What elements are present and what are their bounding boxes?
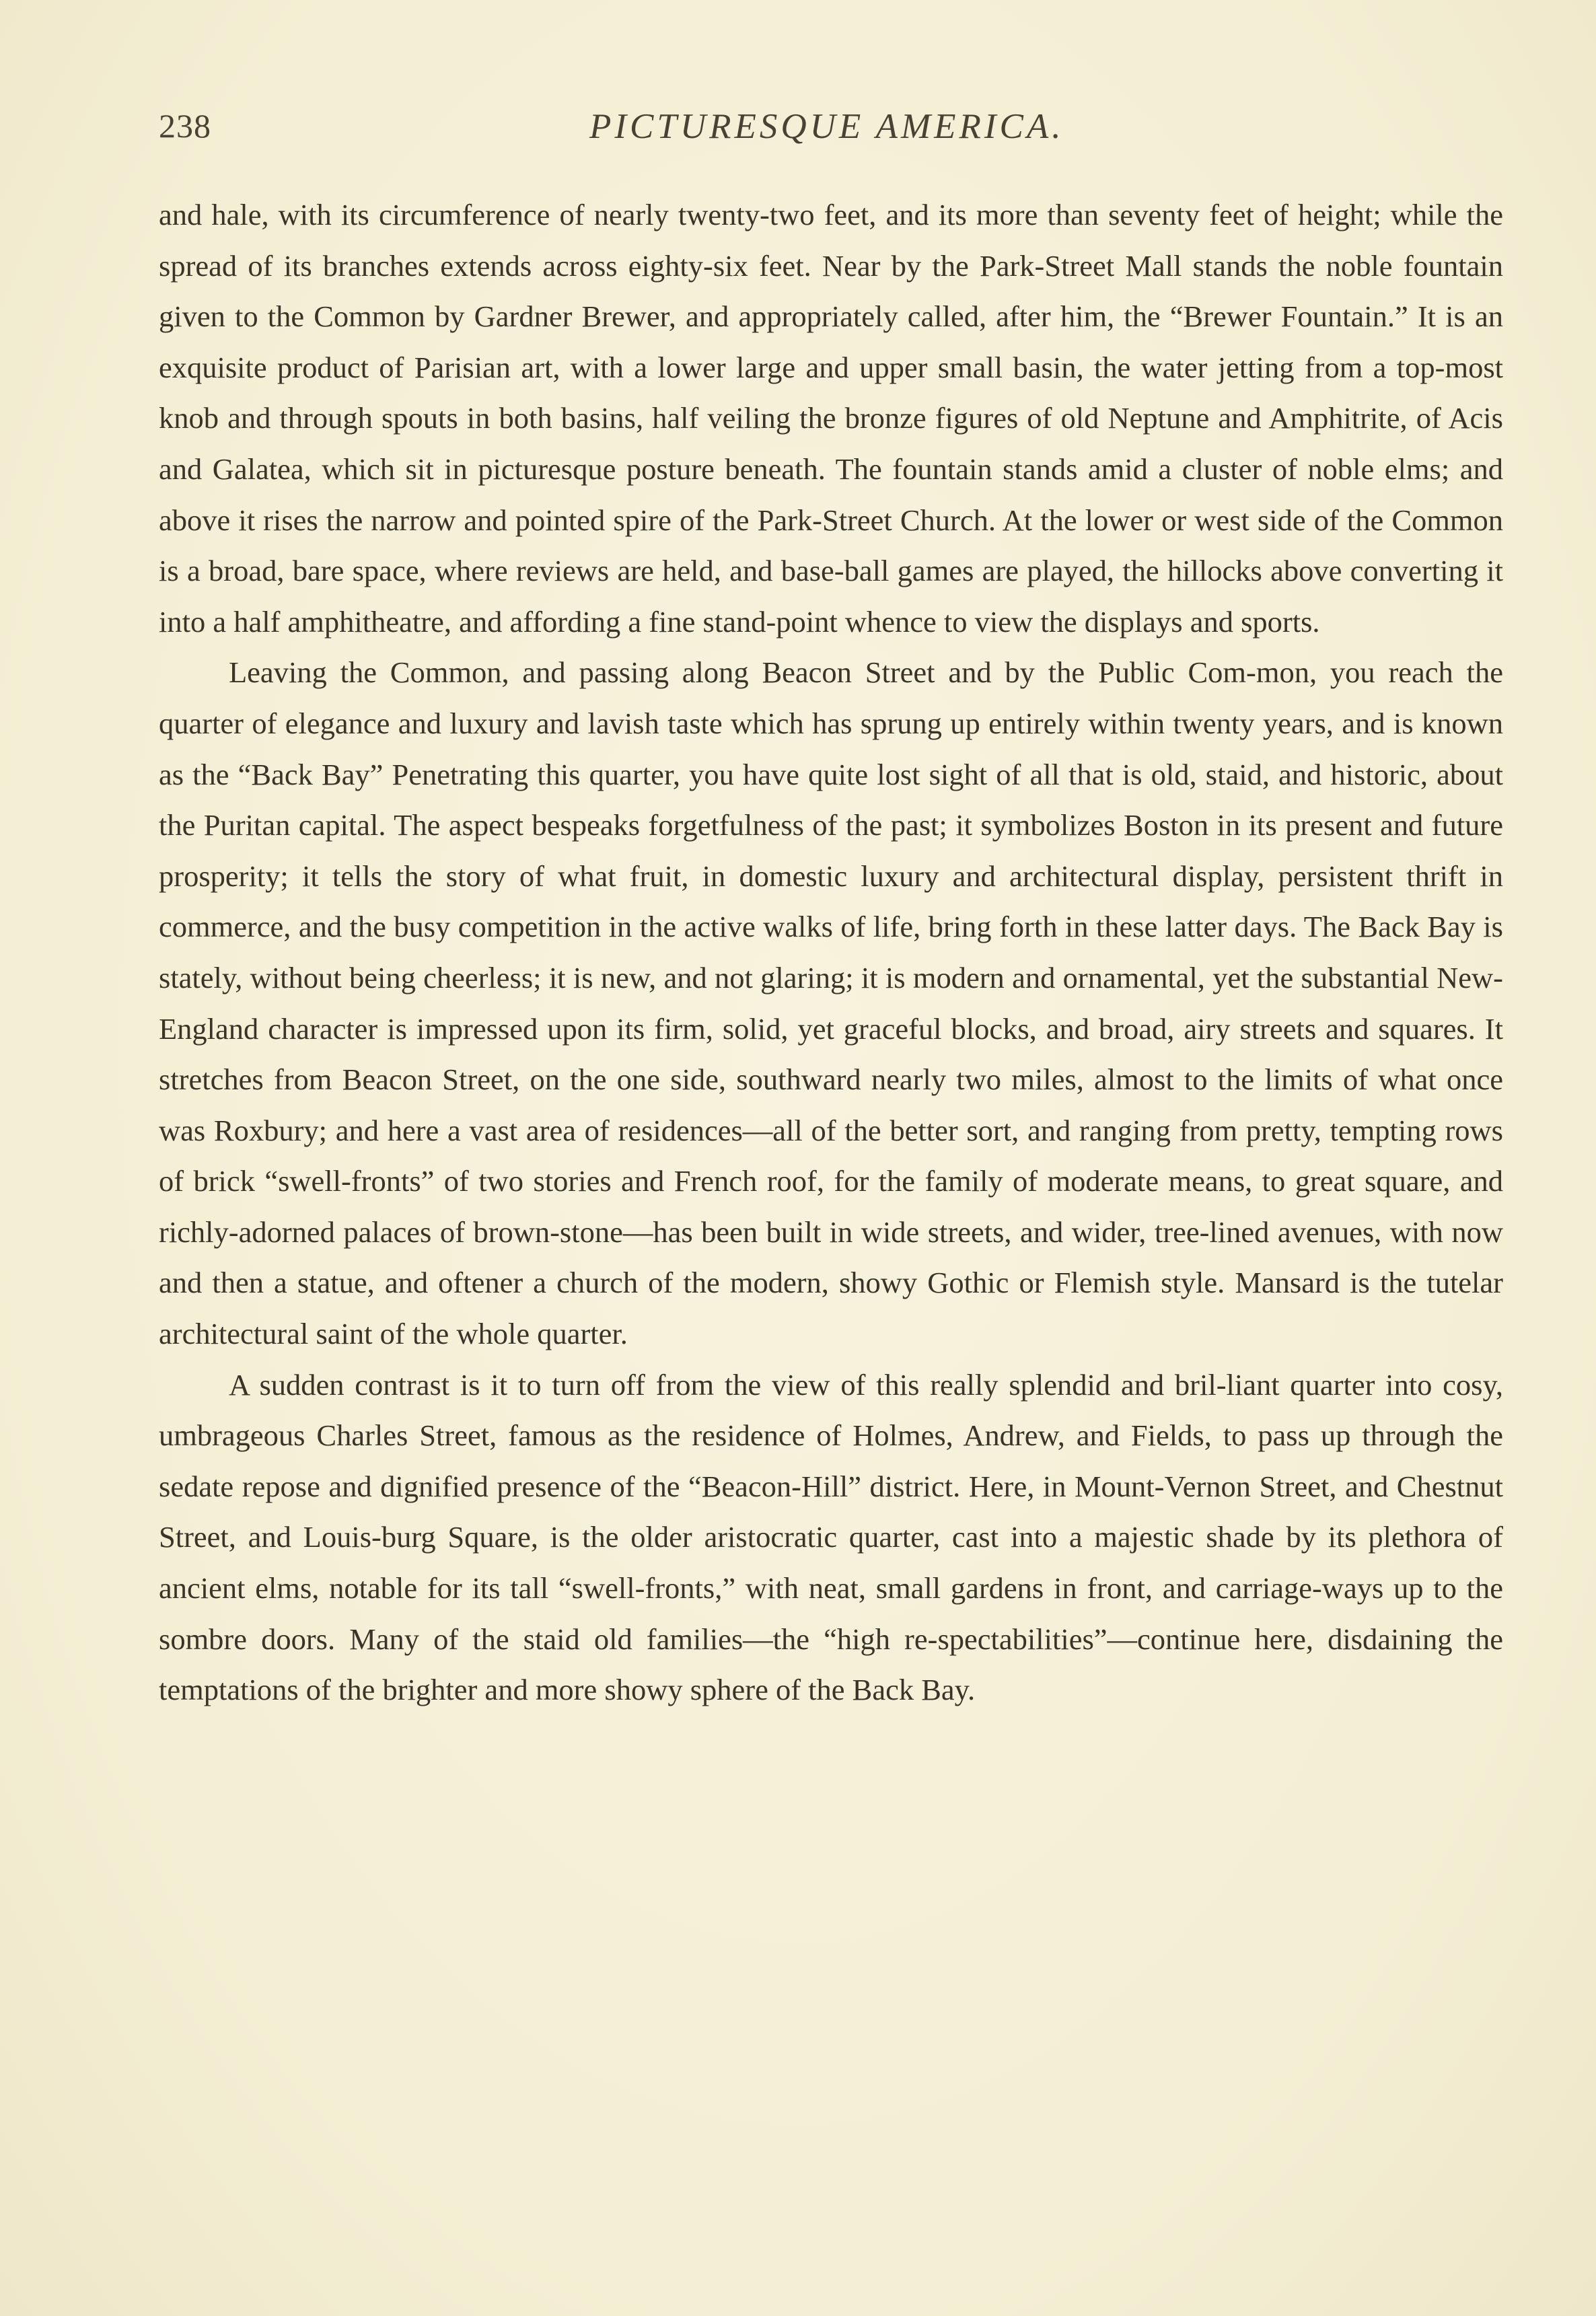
running-title: PICTURESQUE AMERICA. (589, 107, 1064, 146)
paragraph-continuation: and hale, with its circumference of nearly twenty-two feet, and its more than seventy feet of height; while the spread of its branches extends across eighty-six feet. Near by the Park-Street Mall stands the noble fountain given to the Common by Gardner Brewer, and appropriately called, after him, the “Brewer Fountain.” It is an exquisite product of Parisian art, with a lower large and upper small basin, the water jetting from a top-most knob and through spouts in both basins, half veiling the bronze figures of old Neptune and Amphitrite, of Acis and Galatea, which sit in picturesque posture beneath. The fountain stands amid a cluster of noble elms; and above it rises the narrow and pointed spire of the Park-Street Church. At the lower or west side of the Common is a broad, bare space, where reviews are held, and base-ball games are played, the hillocks above converting it into a half amphitheatre, and affording a fine stand-point whence to view the displays and sports. (159, 198, 1503, 639)
page-number: 238 (159, 107, 211, 145)
paragraph-back-bay: Leaving the Common, and passing along Beacon Street and by the Public Com-mon, you reach the quarter of elegance and luxury and lavish taste which has sprung up entirely within twenty years, and is known as the “Back Bay” Penetrating this quarter, you have quite lost sight of all that is old, staid, and historic, about the Puritan capital. The aspect bespeaks forgetfulness of the past; it symbolizes Boston in its present and future prosperity; it tells the story of what fruit, in domestic luxury and architectural display, persistent thrift in commerce, and the busy competition in the active walks of life, bring forth in these latter days. The Back Bay is stately, without being cheerless; it is new, and not glaring; it is modern and ornamental, yet the substantial New-England character is impressed upon its firm, solid, yet graceful blocks, and broad, airy streets and squares. It stretches from Beacon Street, on the one side, southward nearly two miles, almost to the limits of what once was Roxbury; and here a vast area of residences—all of the better sort, and ranging from pretty, tempting rows of brick “swell-fronts” of two stories and French roof, for the family of moderate means, to great square, and richly-adorned palaces of brown-stone—has been built in wide streets, and wider, tree-lined avenues, with now and then a statue, and oftener a church of the modern, showy Gothic or Flemish style. Mansard is the tutelar architectural saint of the whole quarter. (159, 655, 1503, 1351)
body-text (159, 190, 1503, 1716)
page-header (159, 101, 1437, 155)
paragraph-beacon-hill: A sudden contrast is it to turn off from the view of this really splendid and bril-liant quarter into cosy, umbrageous Charles Street, famous as the residence of Holmes, Andrew, and Fields, to pass up through the sedate repose and dignified presence of the “Beacon-Hill” district. Here, in Mount-Vernon Street, and Chestnut Street, and Louis-burg Square, is the older aristocratic quarter, cast into a majestic shade by its plethora of ancient elms, notable for its tall “swell-fronts,” with neat, small gardens in front, and carriage-ways up to the sombre doors. Many of the staid old families—the “high re-spectabilities”—continue here, disdaining the temptations of the brighter and more showy sphere of the Back Bay. (159, 1367, 1503, 1707)
